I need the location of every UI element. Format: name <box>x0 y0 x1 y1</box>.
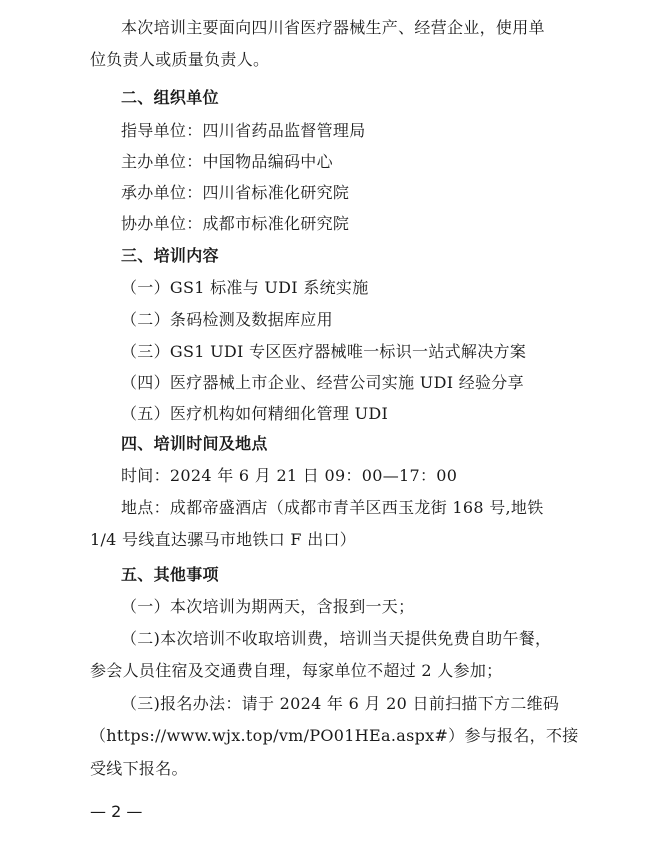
co-organizer-unit: 协办单位：成都市标准化研究院 <box>121 214 350 233</box>
content-item-2: （二）条码检测及数据库应用 <box>121 310 333 329</box>
section-3-heading: 三、培训内容 <box>121 246 219 265</box>
host-unit: 主办单位：中国物品编码中心 <box>121 152 333 171</box>
content-item-4: （四）医疗器械上市企业、经营公司实施 UDI 经验分享 <box>121 373 524 392</box>
other-item-3-line-2: （https://www.wjx.top/vm/PO01HEa.aspx#）参与报名，不接 <box>90 726 579 745</box>
training-time: 时间：2024 年 6 月 21 日 09：00—17：00 <box>121 466 458 485</box>
section-2-heading: 二、组织单位 <box>121 88 219 107</box>
guide-unit: 指导单位：四川省药品监督管理局 <box>121 121 366 140</box>
other-item-3-line-1: （三)报名办法：请于 2024 年 6 月 20 日前扫描下方二维码 <box>121 694 560 713</box>
other-item-1: （一）本次培训为期两天，含报到一天； <box>121 597 415 616</box>
training-place-line-1: 地点：成都帝盛酒店（成都市青羊区西玉龙街 168 号,地铁 <box>121 498 544 517</box>
content-item-5: （五）医疗机构如何精细化管理 UDI <box>121 404 389 423</box>
intro-line-1: 本次培训主要面向四川省医疗器械生产、经营企业，使用单 <box>121 18 545 37</box>
page-number: — 2 — <box>90 802 143 821</box>
other-item-2-line-1: （二)本次培训不收取培训费，培训当天提供免费自助午餐， <box>121 629 552 648</box>
content-item-3: （三）GS1 UDI 专区医疗器械唯一标识一站式解决方案 <box>121 342 527 361</box>
training-place-line-2: 1/4 号线直达骡马市地铁口 F 出口） <box>90 530 357 549</box>
section-5-heading: 五、其他事项 <box>121 565 219 584</box>
content-item-1: （一）GS1 标准与 UDI 系统实施 <box>121 278 369 297</box>
other-item-3-line-3: 受线下报名。 <box>90 759 188 778</box>
section-4-heading: 四、培训时间及地点 <box>121 434 268 453</box>
other-item-2-line-2: 参会人员住宿及交通费自理，每家单位不超过 2 人参加； <box>90 661 503 680</box>
intro-line-2: 位负责人或质量负责人。 <box>90 50 270 69</box>
organizer-unit: 承办单位：四川省标准化研究院 <box>121 183 350 202</box>
